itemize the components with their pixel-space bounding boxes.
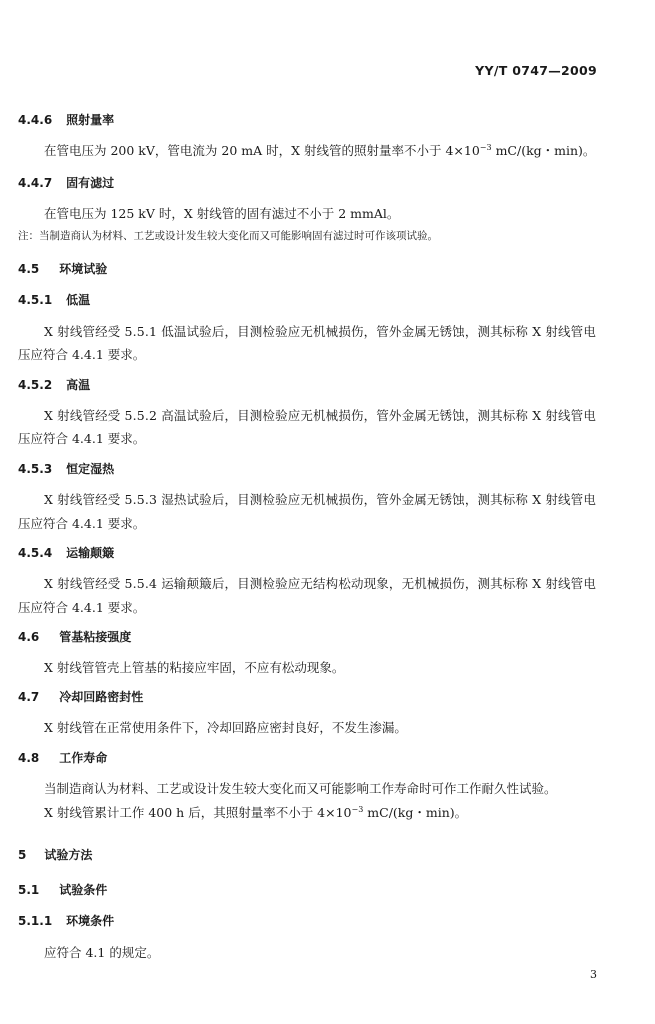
heading-5-1: [18, 881, 655, 898]
paragraph-4-8-line-2: [44, 803, 655, 821]
heading-number: 4.4.7: [18, 176, 53, 190]
page-number: 3: [590, 968, 597, 981]
heading-title: 工作寿命: [59, 751, 108, 765]
paragraph-4-7: X 射线管在正常使用条件下，冷却回路应密封良好，不发生渗漏。: [44, 720, 407, 735]
heading-title: 照射量率: [66, 113, 115, 127]
note-4-4-7: 注：当制造商认为材料、工艺或设计发生较大变化而又可能影响固有滤过时可作该项试验。: [18, 230, 438, 242]
paragraph-4-6: X 射线管管壳上管基的粘接应牢固，不应有松动现象。: [44, 660, 345, 675]
heading-4-5-2: [18, 376, 655, 393]
paragraph-4-5-3-line-2: 压应符合 4.4.1 要求。: [18, 516, 146, 531]
heading-title: 环境条件: [66, 914, 115, 928]
heading-number: 5.1.1: [18, 914, 53, 928]
heading-number: 4.4.6: [18, 113, 53, 127]
heading-4-5-3: [18, 460, 655, 477]
heading-5: [18, 846, 655, 863]
superscript: −3: [351, 804, 364, 814]
paragraph-5-1-1: 应符合 4.1 的规定。: [44, 945, 160, 960]
heading-4-7: [18, 688, 655, 705]
paragraph-4-4-7: 在管电压为 125 kV 时，X 射线管的固有滤过不小于 2 mmAl。: [44, 206, 400, 221]
heading-number: 4.5: [18, 262, 40, 276]
heading-4-4-7: [18, 174, 655, 191]
heading-number: 5.1: [18, 883, 40, 897]
paragraph-text: X 射线管累计工作 400 h 后，其照射量率不小于 4×10: [44, 805, 352, 820]
paragraph-4-5-4-line-2: 压应符合 4.4.1 要求。: [18, 600, 146, 615]
paragraph-4-4-6: [44, 141, 655, 159]
paragraph-4-5-2-line-2: 压应符合 4.4.1 要求。: [18, 431, 146, 446]
heading-title: 环境试验: [59, 262, 108, 276]
paragraph-4-5-2-line-1: X 射线管经受 5.5.2 高温试验后，目测检验应无机械损伤，管外金属无锈蚀，测其标称 X 射线管电: [44, 408, 596, 423]
heading-title: 试验方法: [44, 848, 93, 862]
heading-number: 4.5.4: [18, 546, 53, 560]
paragraph-text: mC/(kg・min)。: [363, 805, 468, 820]
heading-4-5-4: [18, 544, 655, 561]
heading-number: 4.5.3: [18, 462, 53, 476]
heading-number: 4.6: [18, 630, 40, 644]
heading-5-1-1: [18, 912, 655, 929]
paragraph-text: mC/(kg・min)。: [491, 143, 596, 158]
paragraph-text: 在管电压为 200 kV，管电流为 20 mA 时，X 射线管的照射量率不小于 4×10: [44, 143, 480, 158]
heading-number: 5: [18, 848, 27, 862]
heading-4-5-1: [18, 291, 655, 308]
heading-4-6: [18, 628, 655, 645]
heading-title: 试验条件: [59, 883, 108, 897]
heading-4-4-6: [18, 111, 655, 128]
paragraph-4-5-4-line-1: X 射线管经受 5.5.4 运输颠簸后，目测检验应无结构松动现象，无机械损伤，测其标称 X 射线管电: [44, 576, 596, 591]
heading-title: 低温: [66, 293, 91, 307]
heading-title: 固有滤过: [66, 176, 115, 190]
superscript: −3: [479, 142, 492, 152]
heading-number: 4.5.2: [18, 378, 53, 392]
heading-number: 4.7: [18, 690, 40, 704]
heading-title: 管基粘接强度: [59, 630, 132, 644]
heading-4-8: [18, 749, 655, 766]
heading-number: 4.8: [18, 751, 40, 765]
heading-title: 高温: [66, 378, 91, 392]
paragraph-4-5-1-line-2: 压应符合 4.4.1 要求。: [18, 347, 146, 362]
heading-title: 冷却回路密封性: [59, 690, 144, 704]
heading-number: 4.5.1: [18, 293, 53, 307]
heading-4-5: [18, 260, 655, 277]
heading-title: 运输颠簸: [66, 546, 115, 560]
standard-code: YY/T 0747—2009: [475, 63, 597, 78]
paragraph-4-5-1-line-1: X 射线管经受 5.5.1 低温试验后，目测检验应无机械损伤，管外金属无锈蚀，测其标称 X 射线管电: [44, 324, 596, 339]
paragraph-4-8-line-1: 当制造商认为材料、工艺或设计发生较大变化而又可能影响工作寿命时可作工作耐久性试验。: [44, 781, 557, 796]
heading-title: 恒定湿热: [66, 462, 115, 476]
paragraph-4-5-3-line-1: X 射线管经受 5.5.3 湿热试验后，目测检验应无机械损伤，管外金属无锈蚀，测其标称 X 射线管电: [44, 492, 596, 507]
